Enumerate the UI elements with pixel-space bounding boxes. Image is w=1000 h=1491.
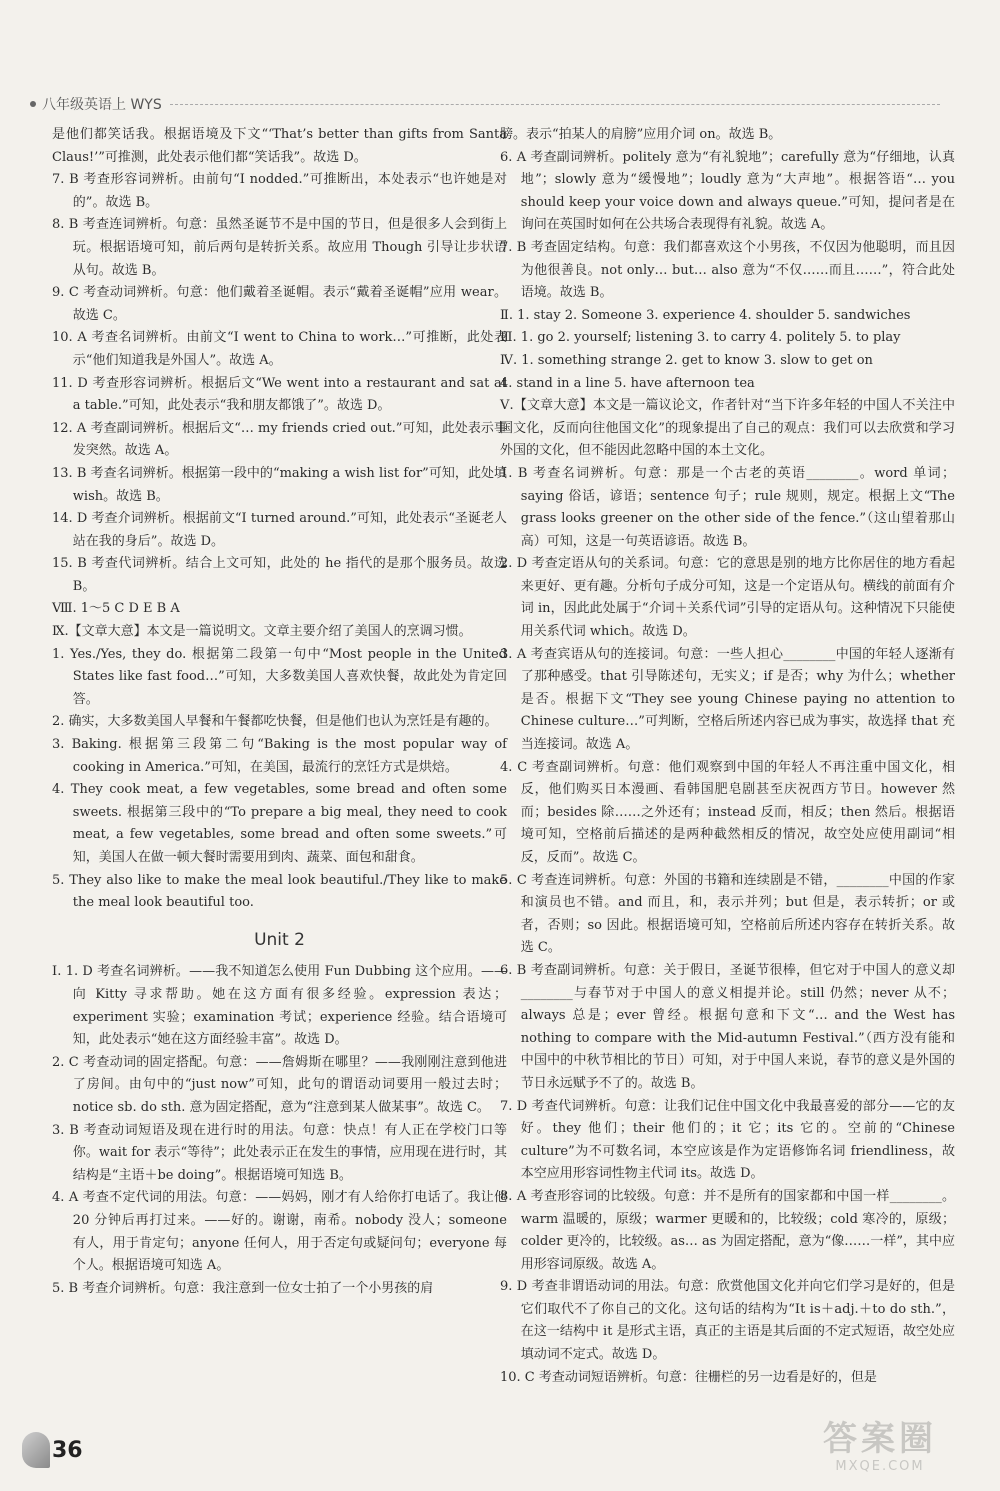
- answer-paragraph: 6. A 考查副词辨析。politely 意为“有礼貌地”；carefully 意为“仔细地，认真地”；slowly 意为“缓慢地”；loudly 意为“大声地”。根据答语“… you should keep your voice down and always queue.”可知，提问者是在询问在英国时如何在公共场合表现得有礼貌。故选 A。: [500, 149, 955, 233]
- answer-paragraph: 3. A 考查宾语从句的连接词。句意：一些人担心________中国的年轻人逐渐有了那种感受。that 引导陈述句，无实义；if 是否；why 为什么；whether 是否。根据下文“They see young Chinese paying no attention to Chinese culture…”可判断，空格后所述内容已成为事实，故选择 that 充当连接词。故选 A。: [500, 646, 955, 753]
- answer-paragraph: 8. B 考查连词辨析。句意：虽然圣诞节不是中国的节日，但是很多人会到街上玩。根据语境可知，前后两句是转折关系。故应用 Though 引导让步状语从句。故选 B。: [52, 217, 507, 278]
- answer-paragraph: 4. C 考查副词辨析。句意：他们观察到中国的年轻人不再注重中国文化，相反，他们购买日本漫画、看韩国肥皂剧甚至庆祝西方节日。however 然而；besides 除……之外还有；instead 反而，相反；then 然后。根据语境可知，空格前后描述的是两种截然相反的情况，故空处应使用副词“相反，反而”。故选 C。: [500, 759, 955, 865]
- answer-paragraph: 是他们都笑话我。根据语境及下文“‘That’s better than gifts from Santa Claus!’”可推测，此处表示他们都“笑话我”。故选 D。: [52, 127, 507, 165]
- answer-paragraph: Ⅷ. 1～5 C D E B A: [52, 601, 180, 617]
- answer-paragraph: 4. A 考查不定代词的用法。句意：——妈妈，刚才有人给你打电话了。我让他 20 分钟后再打过来。——好的。谢谢，南希。nobody 没人；someone 有人，用于肯定句；anyone 任何人，用于否定句或疑问句；everyone 每个人。根据语境可知选 A。: [52, 1190, 507, 1274]
- page-header: [30, 92, 940, 116]
- answer-paragraph: 3. B 考查动词短语及现在进行时的用法。句意：快点！有人正在学校门口等你。wait for 表示“等待”；此处表示正在发生的事情，应用现在进行时，其结构是“主语＋be doing”。根据语境可知选 B。: [52, 1122, 507, 1183]
- answer-paragraph: 6. B 考查副词辨析。句意：关于假日，圣诞节很棒，但它对于中国人的意义却________与春节对于中国人的意义相提并论。still 仍然；never 从不；always 总是；ever 曾经。根据句意和下文“… and the West has nothing to compare with the Mid-autumn Festival.”（西方没有能和中国中的中秋节相比的节日）可知，对于中国人来说，春节的意义是外国的节日永远赋予不了的。故选 B。: [500, 962, 955, 1091]
- answer-paragraph: 4. They cook meat, a few vegetables, some bread and often some sweets. 根据第三段中的“To prepare a big meal, they need to cook meat, a few vegetables, some bread and often some sweets.”可知，美国人在做一顿大餐时需要用到肉、蔬菜、面包和甜食。: [52, 782, 507, 865]
- answer-paragraph: 10. A 考查名词辨析。由前文“I went to China to work…”可推断，此处表示“他们知道我是外国人”。故选 A。: [52, 330, 507, 368]
- answer-paragraph: 3. Baking. 根据第三段第二句“Baking is the most popular way of cooking in America.”可知，在美国，最流行的烹饪方式是烘焙。: [52, 737, 507, 775]
- answer-paragraph: 7. B 考查形容词辨析。由前句“I nodded.”可推断出，本处表示“也许她是对的”。故选 B。: [52, 172, 507, 210]
- bullet-icon: [30, 101, 36, 107]
- answer-paragraph: 7. B 考查固定结构。句意：我们都喜欢这个小男孩，不仅因为他聪明，而且因为他很善良。not only… but… also 意为“不仅……而且……”，符合此处语境。故选 B。: [500, 239, 955, 301]
- answer-paragraph: 15. B 考查代词辨析。结合上文可知，此处的 he 指代的是那个服务员。故选 B。: [52, 556, 507, 594]
- unit-title: Unit 2: [254, 929, 305, 950]
- answer-paragraph: 11. D 考查形容词辨析。根据后文“We went into a restaurant and sat at a table.”可知，此处表示“我和朋友都饿了”。故选 D。: [52, 375, 507, 414]
- answer-paragraph: 7. D 考查代词辨析。句意：让我们记住中国文化中我最喜爱的部分——它的友好。they 他们；their 他们的；it 它；its 它的。空前的“Chinese culture”为不可数名词，本空应该是作为定语修饰名词 friendliness，故本空应用形容词性物主代词 its。故选 D。: [500, 1098, 955, 1182]
- left-column: [52, 124, 507, 1374]
- answer-paragraph: 14. D 考查介词辨析。根据前文“I turned around.”可知，此处表示“圣诞老人站在我的身后”。故选 D。: [52, 511, 507, 549]
- header-title: 八年级英语上 WYS: [42, 97, 162, 113]
- answer-paragraph: 9. C 考查动词辨析。句意：他们戴着圣诞帽。表示“戴着圣诞帽”应用 wear。故选 C。: [52, 285, 507, 323]
- header-rule: [170, 104, 940, 105]
- answer-paragraph: 5. C 考查连词辨析。句意：外国的书籍和连续剧是不错，________中国的作家和演员也不错。and 而且，和，表示并列；but 但是，表示转折；or 或者，否则；so 因此。根据语境可知，空格前后所述内容存在转折关系。故选 C。: [500, 872, 955, 956]
- answer-paragraph: 2. C 考查动词的固定搭配。句意：——詹姆斯在哪里？——我刚刚注意到他进了房间。由句中的“just now”可知，此句的谓语动词要用一般过去时；notice sb. do sth. 意为固定搭配，意为“注意到某人做某事”。故选 C。: [52, 1054, 507, 1115]
- answer-paragraph: 2. 确实，大多数美国人早餐和午餐都吃快餐，但是他们也认为烹饪是有趣的。: [52, 714, 498, 730]
- answer-paragraph: Ⅱ. 1. stay 2. Someone 3. experience 4. shoulder 5. sandwiches: [500, 307, 911, 323]
- watermark-sub: MXQE.COM: [835, 1459, 925, 1474]
- watermark-main: 答案圈: [823, 1419, 937, 1459]
- answer-paragraph: 5. B 考查介词辨析。句意：我注意到一位女士拍了一个小男孩的肩: [52, 1280, 434, 1296]
- answer-paragraph: Ⅴ.【文章大意】本文是一篇议论文，作者针对“当下许多年轻的中国人不关注中国文化，反而向往他国文化”的现象提出了自己的观点：我们可以去欣赏和学习外国的文化，但不能因此忽略中国的本土文化。: [500, 398, 955, 459]
- answer-paragraph: 2. D 考查定语从句的关系词。句意：它的意思是别的地方比你居住的地方看起来更好、更有趣。分析句子成分可知，这是一个定语从句。横线的前面有介词 in，因此此处属于“介词＋关系代词”引导的定语从句。这种情况下只能使用关系代词 which。故选 D。: [500, 556, 955, 640]
- page-number-badge: [22, 1428, 92, 1472]
- answer-paragraph: 1. B 考查名词辨析。句意：那是一个古老的英语________。word 单词；saying 俗话，谚语；sentence 句子；rule 规则，规定。根据上文“The grass looks greener on the other side of the fence.”（这山望着那山高）可知，这是一句英语谚语。故选 B。: [500, 465, 955, 549]
- answer-paragraph: 4. stand in a line 5. have afternoon tea: [500, 375, 755, 391]
- watermark-logo: [790, 1420, 970, 1480]
- answer-paragraph: 10. C 考查动词短语辨析。句意：往栅栏的另一边看是好的，但是: [500, 1369, 877, 1385]
- dolphin-icon: [22, 1432, 50, 1468]
- right-column: [500, 124, 955, 1385]
- answer-paragraph: 9. D 考查非谓语动词的用法。句意：欣赏他国文化并向它们学习是好的，但是它们取代不了你自己的文化。这句话的结构为“It is＋adj.＋to do sth.”，在这一结构中 it 是形式主语，真正的主语是其后面的不定式短语，故空处应填动词不定式。故选 D。: [500, 1279, 955, 1363]
- answer-paragraph: Ⅸ.【文章大意】本文是一篇说明文。文章主要介绍了美国人的烹调习惯。: [52, 624, 472, 640]
- answer-paragraph: 5. They also like to make the meal look beautiful./They like to make the meal look beautiful too.: [52, 872, 507, 911]
- page-number: 36: [52, 1437, 83, 1463]
- answer-paragraph: 13. B 考查名词辨析。根据第一段中的“making a wish list for”可知，此处填 wish。故选 B。: [52, 465, 507, 504]
- answer-paragraph: 8. A 考查形容词的比较级。句意：并不是所有的国家都和中国一样________。warm 温暖的，原级；warmer 更暖和的，比较级；cold 寒冷的，原级；colder 更冷的，比较级。as… as 为固定搭配，意为“像……一样”，其中应用形容词原级。故选 A。: [500, 1188, 955, 1272]
- answer-paragraph: Ⅰ. 1. D 考查名词辨析。——我不知道怎么使用 Fun Dubbing 这个应用。——向 Kitty 寻求帮助。她在这方面有很多经验。expression 表达；experiment 实验；examination 考试；experience 经验。结合语境可知，此处表示“她在这方面经验丰富”。故选 D。: [52, 964, 507, 1048]
- answer-paragraph: Ⅳ. 1. something strange 2. get to know 3. slow to get on: [500, 352, 873, 368]
- answer-paragraph: Ⅲ. 1. go 2. yourself; listening 3. to carry 4. politely 5. to play: [500, 330, 901, 346]
- answer-paragraph: 膀。表示“拍某人的肩膀”应用介词 on。故选 B。: [500, 127, 782, 142]
- answer-paragraph: 1. Yes./Yes, they do. 根据第二段第一句中“Most people in the United States like fast food…”可知，大多数美国人喜欢快餐，故此处为肯定回答。: [52, 646, 507, 707]
- answer-paragraph: 12. A 考查副词辨析。根据后文“… my friends cried out.”可知，此处表示事发突然。故选 A。: [52, 420, 507, 459]
